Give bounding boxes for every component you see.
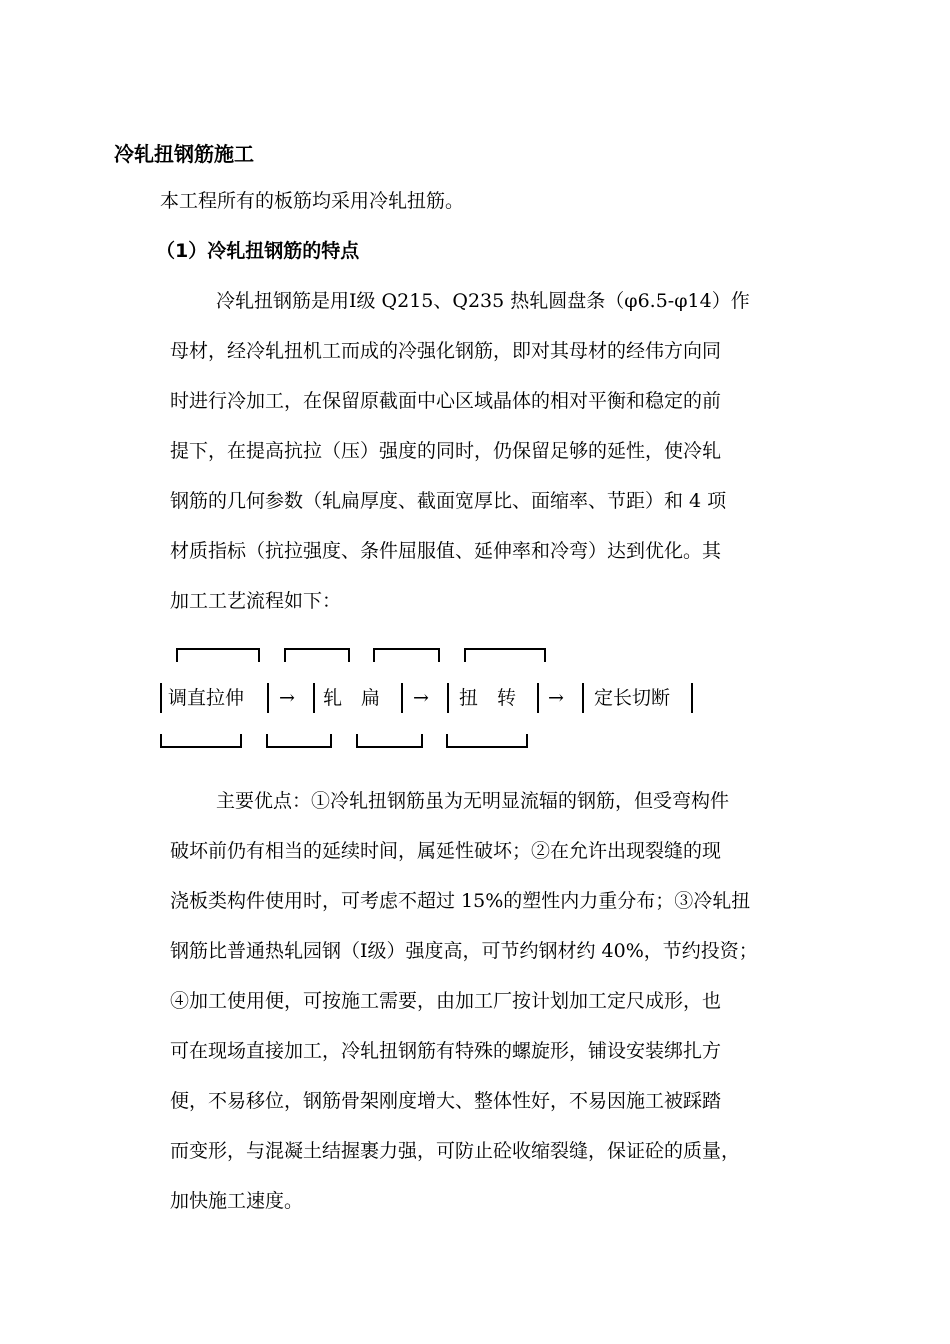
subheading: （1）冷轧扭钢筋的特点 (156, 240, 360, 262)
paragraph-line: 主要优点：①冷轧扭钢筋虽为无明显流辐的钢筋，但受弯构件 (216, 790, 730, 812)
flow-box-side (267, 683, 269, 713)
flow-box-top (373, 648, 440, 662)
paragraph-line: 时进行冷加工，在保留原截面中心区域晶体的相对平衡和稳定的前 (170, 390, 722, 412)
flow-arrow: → (413, 687, 429, 709)
paragraph-line: 母材，经冷轧扭机工而成的冷强化钢筋，即对其母材的经伟方向同 (170, 340, 722, 362)
paragraph-line: 可在现场直接加工，冷轧扭钢筋有特殊的螺旋形，铺设安装绑扎方 (170, 1040, 722, 1062)
paragraph-line: 浇板类构件使用时，可考虑不超过 15%的塑性内力重分布；③冷轧扭 (170, 890, 751, 912)
flow-box-side (537, 683, 539, 713)
section-title: 冷轧扭钢筋施工 (114, 142, 254, 166)
flow-box-side (401, 683, 403, 713)
flow-box-top (176, 648, 260, 662)
flow-step-twist: 扭 转 (459, 687, 517, 709)
flow-arrow: → (548, 687, 564, 709)
paragraph-line: 便，不易移位，钢筋骨架刚度增大、整体性好，不易因施工被踩踏 (170, 1090, 722, 1112)
paragraph-line: 冷轧扭钢筋是用Ⅰ级 Q215、Q235 热轧圆盘条（φ6.5-φ14）作 (216, 290, 750, 312)
intro-text: 本工程所有的板筋均采用冷轧扭筋。 (160, 190, 465, 212)
flow-box-top (284, 648, 350, 662)
paragraph-line: 材质指标（抗拉强度、条件屈服值、延伸率和冷弯）达到优化。其 (170, 540, 722, 562)
flow-step-cut: 定长切断 (594, 687, 671, 709)
flow-step-straighten: 调直拉伸 (168, 687, 245, 709)
paragraph-features (170, 276, 850, 626)
flow-box-bottom (356, 734, 423, 748)
flow-box-side (160, 683, 162, 713)
paragraph-advantages (170, 776, 850, 1226)
flow-box-side (313, 683, 315, 713)
flow-arrow: → (279, 687, 295, 709)
flow-box-top (464, 648, 546, 662)
flow-box-bottom (446, 734, 528, 748)
paragraph-line: 钢筋的几何参数（轧扁厚度、截面宽厚比、面缩率、节距）和 4 项 (170, 490, 727, 512)
flow-box-bottom (160, 734, 242, 748)
flow-step-flatten: 轧 扁 (323, 687, 381, 709)
flow-box-side (582, 683, 584, 713)
paragraph-line: 加快施工速度。 (170, 1190, 304, 1212)
paragraph-line: 钢筋比普通热轧园钢（Ⅰ级）强度高，可节约钢材约 40%，节约投资； (170, 940, 758, 962)
paragraph-line: 加工工艺流程如下： (170, 590, 342, 612)
flow-box-bottom (266, 734, 332, 748)
paragraph-line: 破坏前仍有相当的延续时间，属延性破坏；②在允许出现裂缝的现 (170, 840, 722, 862)
paragraph-line: 而变形，与混凝土结握裹力强，可防止砼收缩裂缝，保证砼的质量， (170, 1140, 741, 1162)
paragraph-line: ④加工使用便，可按施工需要，由加工厂按计划加工定尺成形，也 (170, 990, 722, 1012)
paragraph-line: 提下，在提高抗拉（压）强度的同时，仍保留足够的延性，使冷轧 (170, 440, 722, 462)
flow-box-side (447, 683, 449, 713)
flow-box-side (691, 683, 693, 713)
